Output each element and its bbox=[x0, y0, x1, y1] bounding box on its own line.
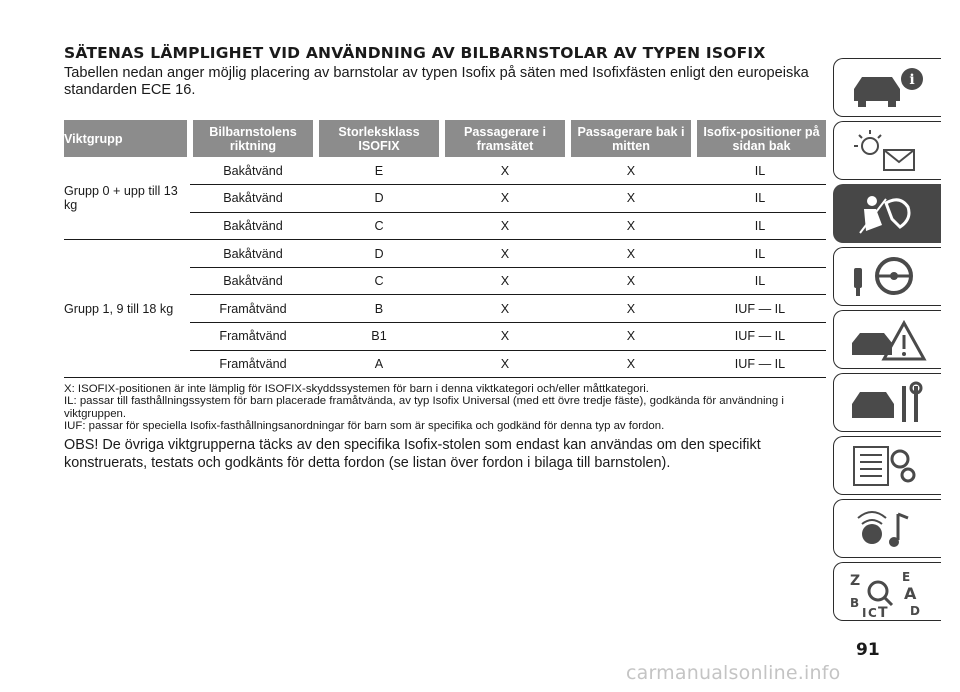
tab-technical-data[interactable] bbox=[833, 436, 941, 495]
tab-maintenance[interactable] bbox=[833, 373, 941, 432]
multimedia-icon bbox=[842, 504, 938, 554]
tab-safety[interactable] bbox=[833, 184, 941, 243]
page-number: 91 bbox=[856, 640, 880, 660]
table-cell: X bbox=[442, 212, 568, 240]
group-label: Grupp 1, 9 till 18 kg bbox=[64, 240, 190, 378]
svg-text:Z: Z bbox=[850, 573, 861, 589]
table-cell: Bakåtvänd bbox=[190, 212, 316, 240]
table-cell: IUF — IL bbox=[694, 295, 826, 323]
table-cell: X bbox=[442, 267, 568, 295]
header-front-passenger: Passagerare i framsätet bbox=[442, 120, 568, 157]
main-content bbox=[64, 44, 826, 472]
table-cell: X bbox=[568, 267, 694, 295]
header-seat-direction: Bilbarnstolens riktning bbox=[190, 120, 316, 157]
table-cell: C bbox=[316, 267, 442, 295]
table-cell: Bakåtvänd bbox=[190, 267, 316, 295]
table-cell: C bbox=[316, 212, 442, 240]
header-weight-group: Viktgrupp bbox=[64, 120, 190, 157]
table-cell: IL bbox=[694, 240, 826, 268]
table-cell: D bbox=[316, 240, 442, 268]
table-cell: X bbox=[568, 323, 694, 351]
table-cell: B bbox=[316, 295, 442, 323]
isofix-table bbox=[64, 120, 826, 378]
table-cell: X bbox=[568, 295, 694, 323]
svg-text:C: C bbox=[868, 606, 877, 617]
table-cell: A bbox=[316, 350, 442, 378]
table-cell: E bbox=[316, 157, 442, 185]
table-row bbox=[64, 240, 826, 268]
header-size-class: Storleksklass ISOFIX bbox=[316, 120, 442, 157]
page-title: SÄTENAS LÄMPLIGHET VID ANVÄNDNING AV BILBARNSTOLAR AV TYPEN ISOFIX bbox=[64, 44, 766, 62]
car-crash-warning-icon bbox=[842, 315, 938, 365]
svg-text:A: A bbox=[904, 584, 917, 603]
table-cell: X bbox=[442, 240, 568, 268]
table-cell: X bbox=[442, 350, 568, 378]
table-cell: Bakåtvänd bbox=[190, 157, 316, 185]
table-cell: X bbox=[442, 157, 568, 185]
table-cell: X bbox=[568, 350, 694, 378]
table-footnotes bbox=[64, 383, 826, 432]
table-cell: IL bbox=[694, 267, 826, 295]
table-cell: IUF — IL bbox=[694, 350, 826, 378]
table-cell: IL bbox=[694, 157, 826, 185]
table-cell: D bbox=[316, 185, 442, 213]
table-row bbox=[64, 157, 826, 185]
tab-warning-lights[interactable] bbox=[833, 121, 941, 180]
watermark: carmanualsonline.info bbox=[626, 662, 841, 684]
airbag-seat-icon bbox=[842, 189, 938, 239]
warning-lights-message-icon bbox=[842, 126, 938, 176]
tab-index[interactable] bbox=[833, 562, 941, 621]
table-cell: IL bbox=[694, 185, 826, 213]
footnote-x: X: ISOFIX-positionen är inte lämplig för ISOFIX-skyddssystemen för barn i denna viktkategori och/eller måttkategori. bbox=[64, 383, 649, 396]
table-cell: IUF — IL bbox=[694, 323, 826, 351]
table-header-row bbox=[64, 120, 826, 157]
footnote-il: IL: passar till fasthållningssystem för barn placerade framåtvända, av typ Isofix Universal (med ett övre tredje fäste), godkända för användning i viktgruppen. bbox=[64, 395, 784, 420]
table-cell: B1 bbox=[316, 323, 442, 351]
svg-text:i: i bbox=[909, 72, 915, 88]
table-cell: X bbox=[442, 295, 568, 323]
svg-text:I: I bbox=[862, 606, 867, 617]
car-info-icon bbox=[842, 63, 938, 113]
svg-text:E: E bbox=[902, 570, 911, 584]
table-cell: Bakåtvänd bbox=[190, 240, 316, 268]
svg-text:T: T bbox=[878, 605, 888, 617]
tab-starting-driving[interactable] bbox=[833, 247, 941, 306]
car-tools-icon bbox=[842, 378, 938, 428]
table-cell: Framåtvänd bbox=[190, 323, 316, 351]
tab-emergency[interactable] bbox=[833, 310, 941, 369]
table-cell: Framåtvänd bbox=[190, 350, 316, 378]
table-cell: X bbox=[568, 212, 694, 240]
table-cell: IL bbox=[694, 212, 826, 240]
group-label: Grupp 0 + upp till 13 kg bbox=[64, 157, 190, 240]
table-cell: X bbox=[568, 157, 694, 185]
table-cell: X bbox=[568, 240, 694, 268]
table-cell: X bbox=[568, 185, 694, 213]
intro-paragraph: Tabellen nedan anger möjlig placering av barnstolar av typen Isofix på säten med Isofixfästen enligt den europeiska standarden ECE 16. bbox=[64, 65, 809, 98]
svg-text:B: B bbox=[850, 596, 860, 610]
alphabetical-index-icon bbox=[842, 567, 938, 617]
steering-key-icon bbox=[842, 252, 938, 302]
footnote-iuf: IUF: passar för speciella Isofix-fasthållningsanordningar för barn som är specifika och godkänd för denna typ av fordon. bbox=[64, 419, 665, 432]
table-cell: Framåtvänd bbox=[190, 295, 316, 323]
obs-note: OBS! De övriga viktgrupperna täcks av den specifika Isofix-stolen som endast kan användas om den specifikt konstruerats, testats och godkänts för detta fordon (se listan över fordon i bilaga till barnstolen). bbox=[64, 437, 761, 472]
svg-text:D: D bbox=[910, 604, 920, 617]
table-cell: X bbox=[442, 323, 568, 351]
tab-car-info[interactable] bbox=[833, 58, 941, 117]
header-rear-side: Isofix-positioner på sidan bak bbox=[694, 120, 826, 157]
table-cell: X bbox=[442, 185, 568, 213]
checklist-gears-icon bbox=[842, 441, 938, 491]
tab-multimedia[interactable] bbox=[833, 499, 941, 558]
header-rear-center: Passagerare bak i mitten bbox=[568, 120, 694, 157]
table-cell: Bakåtvänd bbox=[190, 185, 316, 213]
